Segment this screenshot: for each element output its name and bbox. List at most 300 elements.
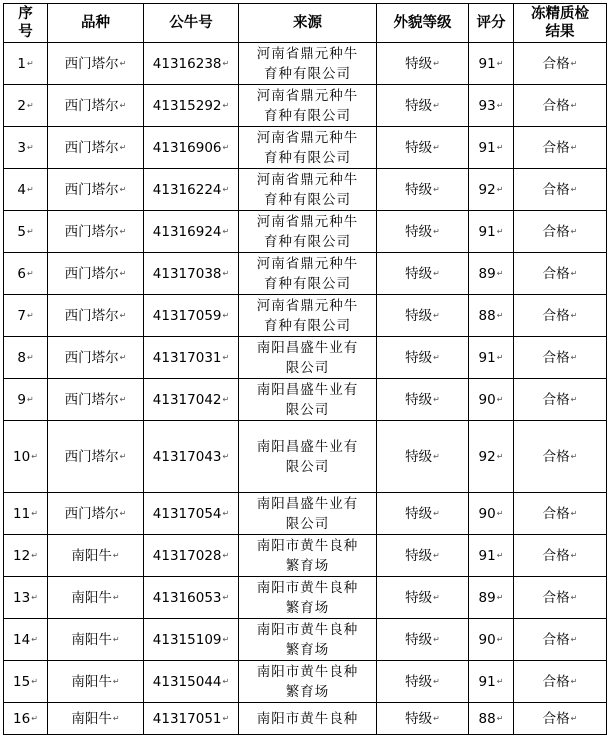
cell-result [514,253,607,295]
paragraph-mark-icon: ↵ [433,394,440,404]
cell-grade [377,295,469,337]
table-row [4,127,607,169]
cell-breed-text: 西门塔尔 [64,448,119,465]
source-line-2: 育种有限公司 [264,65,351,82]
cell-breed [48,577,144,619]
paragraph-mark-icon: ↵ [222,142,230,152]
cell-grade [377,337,469,379]
paragraph-mark-icon: ↵ [433,451,440,461]
cell-no [4,619,48,661]
cell-grade-text: 特级 [405,55,433,72]
source-line-1: 河南省鼎元种牛 [256,171,359,188]
paragraph-mark-icon: ↵ [433,676,440,686]
table-row [4,211,607,253]
cell-no-text: 14 [13,631,31,648]
cell-grade [377,127,469,169]
cell-bull-number-text: 41316053 [152,589,222,606]
paragraph-mark-icon: ↵ [496,394,504,404]
paragraph-mark-icon: ↵ [570,634,578,644]
header-no-line1: 序 [18,6,33,22]
cell-no [4,295,48,337]
paragraph-mark-icon: ↵ [496,310,504,320]
cell-result-text: 合格 [542,448,570,465]
cell-source [239,619,377,661]
cell-score [469,169,514,211]
cell-breed-text: 西门塔尔 [64,55,119,72]
paragraph-mark-icon: ↵ [222,58,230,68]
cell-breed [48,535,144,577]
paragraph-mark-icon: ↵ [433,592,440,602]
paragraph-mark-icon: ↵ [31,592,38,602]
cell-breed [48,127,144,169]
source-line-2: 育种有限公司 [264,149,351,166]
cell-source [239,211,377,253]
cell-bull-number-text: 41317028 [152,547,222,564]
cell-bull-number-text: 41316238 [152,55,222,72]
cell-bull-number [144,577,239,619]
paragraph-mark-icon: ↵ [222,226,230,236]
paragraph-mark-icon: ↵ [26,184,34,194]
source-line-1: 南阳市黄牛良种 [256,537,359,554]
paragraph-mark-icon: ↵ [496,100,504,110]
cell-bull-number-text: 41317054 [152,505,222,522]
cell-breed-text: 西门塔尔 [64,391,119,408]
source-line-2: 繁育场 [285,599,330,616]
cell-result-text: 合格 [542,589,570,606]
paragraph-mark-icon: ↵ [119,268,127,278]
cell-no-text: 7 [17,307,26,324]
table-row [4,43,607,85]
cell-result-text: 合格 [542,307,570,324]
cell-breed [48,43,144,85]
paragraph-mark-icon: ↵ [31,451,38,461]
cell-grade [377,703,469,735]
cell-no-text: 6 [17,265,26,282]
paragraph-mark-icon: ↵ [119,352,127,362]
source-line-2: 限公司 [285,458,330,475]
paragraph-mark-icon: ↵ [119,508,127,518]
source-line-1: 河南省鼎元种牛 [256,297,359,314]
paragraph-mark-icon: ↵ [119,142,127,152]
cell-bull-number-text: 41316906 [152,139,222,156]
paragraph-mark-icon: ↵ [31,508,38,518]
paragraph-mark-icon: ↵ [222,451,230,461]
paragraph-mark-icon: ↵ [26,226,34,236]
table-row [4,535,607,577]
cell-score-text: 91 [478,223,496,240]
cell-score [469,577,514,619]
cell-result [514,535,607,577]
cell-grade [377,253,469,295]
cell-grade [377,43,469,85]
cell-grade-text: 特级 [405,139,433,156]
cell-score [469,85,514,127]
cell-bull-number [144,661,239,703]
paragraph-mark-icon: ↵ [26,394,34,404]
paragraph-mark-icon: ↵ [570,352,578,362]
cell-score-text: 90 [478,505,496,522]
cell-no-text: 12 [13,547,31,564]
cell-score [469,295,514,337]
cell-bull-number-text: 41315109 [152,631,222,648]
cell-breed [48,85,144,127]
cell-result [514,619,607,661]
cell-source [239,337,377,379]
cell-breed [48,379,144,421]
paragraph-mark-icon: ↵ [496,508,504,518]
paragraph-mark-icon: ↵ [26,58,34,68]
cell-breed-text: 南阳牛 [71,631,112,648]
paragraph-mark-icon: ↵ [570,310,578,320]
cell-grade [377,493,469,535]
cell-result-text: 合格 [542,391,570,408]
cell-no [4,379,48,421]
cell-breed [48,295,144,337]
paragraph-mark-icon: ↵ [570,550,578,560]
source-line-1: 南阳昌盛牛业有 [256,438,359,455]
paragraph-mark-icon: ↵ [496,550,504,560]
paragraph-mark-icon: ↵ [112,592,120,602]
cell-score [469,661,514,703]
cell-score [469,211,514,253]
cell-grade-text: 特级 [405,631,433,648]
paragraph-mark-icon: ↵ [222,184,230,194]
source-line-1: 河南省鼎元种牛 [256,129,359,146]
cell-grade [377,535,469,577]
paragraph-mark-icon: ↵ [570,713,578,723]
cell-breed-text: 西门塔尔 [64,307,119,324]
cell-breed-text: 西门塔尔 [64,223,119,240]
source-line-1: 南阳昌盛牛业有 [256,495,359,512]
paragraph-mark-icon: ↵ [570,100,578,110]
cell-breed-text: 西门塔尔 [64,265,119,282]
cell-breed [48,337,144,379]
cell-bull-number [144,211,239,253]
cell-result [514,421,607,493]
cell-score [469,127,514,169]
cell-grade-text: 特级 [405,223,433,240]
table-body [4,43,607,735]
cell-source [239,421,377,493]
cell-bull-number [144,535,239,577]
cell-score [469,253,514,295]
cell-source [239,379,377,421]
table-row [4,421,607,493]
table-row [4,619,607,661]
paragraph-mark-icon: ↵ [112,676,120,686]
cell-bull-number [144,493,239,535]
paragraph-mark-icon: ↵ [26,310,34,320]
cell-source [239,43,377,85]
source-line-2: 繁育场 [285,641,330,658]
cell-no [4,337,48,379]
cell-bull-number [144,295,239,337]
cell-score [469,379,514,421]
paragraph-mark-icon: ↵ [433,352,440,362]
cell-source [239,85,377,127]
cell-grade [377,577,469,619]
table-row [4,337,607,379]
cell-breed [48,211,144,253]
source-line-2: 限公司 [285,515,330,532]
table-row [4,253,607,295]
cell-grade-text: 特级 [405,265,433,282]
cell-no-text: 15 [13,673,31,690]
source-line-1: 河南省鼎元种牛 [256,213,359,230]
cell-score-text: 91 [478,349,496,366]
cell-source [239,535,377,577]
cell-bull-number [144,85,239,127]
cell-grade [377,421,469,493]
cell-result [514,379,607,421]
paragraph-mark-icon: ↵ [570,184,578,194]
cell-no-text: 8 [17,349,26,366]
cell-result-text: 合格 [542,547,570,564]
cell-source [239,577,377,619]
cell-grade-text: 特级 [405,181,433,198]
paragraph-mark-icon: ↵ [570,451,578,461]
paragraph-mark-icon: ↵ [496,58,504,68]
source-line-1: 南阳市黄牛良种 [256,579,359,596]
cell-source [239,493,377,535]
paragraph-mark-icon: ↵ [433,58,440,68]
cell-no [4,535,48,577]
cell-grade [377,211,469,253]
cell-result-text: 合格 [542,505,570,522]
cell-result [514,211,607,253]
cell-bull-number-text: 41317031 [152,349,222,366]
cell-result [514,169,607,211]
paragraph-mark-icon: ↵ [119,310,127,320]
header-check-line1: 冻精质检 [531,6,589,22]
paragraph-mark-icon: ↵ [26,142,34,152]
cell-no [4,253,48,295]
paragraph-mark-icon: ↵ [119,184,127,194]
cell-bull-number-text: 41317043 [152,448,222,465]
table-row [4,169,607,211]
cell-result-text: 合格 [542,349,570,366]
source-line-2: 繁育场 [285,683,330,700]
source-line-1: 南阳市黄牛良种 [256,663,359,680]
paragraph-mark-icon: ↵ [222,592,230,602]
cell-breed-text: 南阳牛 [71,589,112,606]
paragraph-mark-icon: ↵ [570,58,578,68]
paragraph-mark-icon: ↵ [433,226,440,236]
source-line-1: 河南省鼎元种牛 [256,255,359,272]
cell-no [4,703,48,735]
cell-result-text: 合格 [542,181,570,198]
cell-result-text: 合格 [542,710,570,727]
paragraph-mark-icon: ↵ [222,550,230,560]
paragraph-mark-icon: ↵ [222,676,230,686]
source-line-1: 南阳市黄牛良种 [256,621,359,638]
cell-grade-text: 特级 [405,349,433,366]
paragraph-mark-icon: ↵ [119,226,127,236]
header-quality-check [514,4,607,43]
cell-breed [48,619,144,661]
cell-result [514,43,607,85]
cell-no [4,577,48,619]
cell-bull-number-text: 41317059 [152,307,222,324]
source-line-2: 育种有限公司 [264,233,351,250]
cell-result [514,493,607,535]
cell-no [4,493,48,535]
paragraph-mark-icon: ↵ [433,142,440,152]
cell-score-text: 88 [478,307,496,324]
paragraph-mark-icon: ↵ [496,142,504,152]
paragraph-mark-icon: ↵ [222,508,230,518]
cell-no [4,169,48,211]
cell-breed [48,661,144,703]
cell-breed-text: 南阳牛 [71,710,112,727]
paragraph-mark-icon: ↵ [112,713,120,723]
cell-score [469,421,514,493]
source-line-2: 繁育场 [285,557,330,574]
table-row [4,379,607,421]
paragraph-mark-icon: ↵ [26,352,34,362]
cell-breed-text: 西门塔尔 [64,139,119,156]
cell-score [469,337,514,379]
paragraph-mark-icon: ↵ [570,676,578,686]
cell-no [4,421,48,493]
cell-breed-text: 西门塔尔 [64,505,119,522]
cell-result [514,703,607,735]
paragraph-mark-icon: ↵ [570,394,578,404]
cell-result [514,127,607,169]
header-bull-number: 公牛号 [144,4,239,43]
paragraph-mark-icon: ↵ [222,713,230,723]
paragraph-mark-icon: ↵ [433,310,440,320]
table-row [4,661,607,703]
cell-breed-text: 西门塔尔 [64,349,119,366]
cell-breed [48,169,144,211]
cell-grade-text: 特级 [405,97,433,114]
cell-grade [377,85,469,127]
cell-score-text: 90 [478,631,496,648]
header-no [4,4,48,43]
source-line-1: 河南省鼎元种牛 [256,45,359,62]
cell-source [239,169,377,211]
cell-score [469,43,514,85]
cell-no [4,661,48,703]
paragraph-mark-icon: ↵ [222,634,230,644]
table-row [4,703,607,735]
header-check-line2: 结果 [545,24,575,40]
source-line-2: 育种有限公司 [264,317,351,334]
cell-score-text: 91 [478,55,496,72]
paragraph-mark-icon: ↵ [496,592,504,602]
cell-no [4,211,48,253]
cell-result [514,577,607,619]
cell-source [239,295,377,337]
cell-bull-number [144,703,239,735]
paragraph-mark-icon: ↵ [433,100,440,110]
cell-result-text: 合格 [542,223,570,240]
cell-breed [48,703,144,735]
cell-score-text: 90 [478,391,496,408]
paragraph-mark-icon: ↵ [26,100,34,110]
cell-no-text: 1 [17,55,26,72]
cell-grade-text: 特级 [405,710,433,727]
cell-score-text: 89 [478,265,496,282]
cell-bull-number-text: 41315292 [152,97,222,114]
header-source: 来源 [239,4,377,43]
cell-result [514,85,607,127]
paragraph-mark-icon: ↵ [433,184,440,194]
cell-result-text: 合格 [542,673,570,690]
table-row [4,85,607,127]
paragraph-mark-icon: ↵ [433,550,440,560]
cell-no-text: 9 [17,391,26,408]
paragraph-mark-icon: ↵ [496,713,504,723]
cell-score-text: 91 [478,139,496,156]
cell-grade-text: 特级 [405,547,433,564]
paragraph-mark-icon: ↵ [570,508,578,518]
source-line-2: 限公司 [285,359,330,376]
cell-grade-text: 特级 [405,673,433,690]
paragraph-mark-icon: ↵ [222,310,230,320]
source-line-1: 南阳昌盛牛业有 [256,381,359,398]
cell-no [4,43,48,85]
source-line-2: 育种有限公司 [264,107,351,124]
paragraph-mark-icon: ↵ [433,634,440,644]
cell-breed [48,493,144,535]
paragraph-mark-icon: ↵ [31,550,38,560]
cell-no [4,85,48,127]
source-line-2: 育种有限公司 [264,275,351,292]
paragraph-mark-icon: ↵ [31,634,38,644]
cell-breed-text: 西门塔尔 [64,97,119,114]
paragraph-mark-icon: ↵ [570,226,578,236]
cell-bull-number [144,169,239,211]
cell-bull-number [144,421,239,493]
cell-no [4,127,48,169]
cell-result-text: 合格 [542,265,570,282]
paragraph-mark-icon: ↵ [570,592,578,602]
header-grade: 外貌等级 [377,4,469,43]
cell-result [514,661,607,703]
header-no-line2: 号 [18,24,33,40]
cell-score-text: 88 [478,710,496,727]
cell-source [239,661,377,703]
paragraph-mark-icon: ↵ [222,394,230,404]
cell-score-text: 93 [478,97,496,114]
cell-breed-text: 南阳牛 [71,547,112,564]
source-line-1: 河南省鼎元种牛 [256,87,359,104]
cell-breed-text: 南阳牛 [71,673,112,690]
paragraph-mark-icon: ↵ [496,268,504,278]
paragraph-mark-icon: ↵ [496,451,504,461]
header-row [4,4,607,43]
paragraph-mark-icon: ↵ [496,676,504,686]
cell-grade-text: 特级 [405,391,433,408]
table-row [4,493,607,535]
cell-grade-text: 特级 [405,448,433,465]
paragraph-mark-icon: ↵ [496,634,504,644]
cell-bull-number [144,253,239,295]
cell-bull-number-text: 41315044 [152,673,222,690]
cell-grade [377,661,469,703]
cell-score [469,703,514,735]
cell-bull-number [144,43,239,85]
source-line-2: 限公司 [285,401,330,418]
paragraph-mark-icon: ↵ [222,100,230,110]
cell-score-text: 92 [478,181,496,198]
cell-result-text: 合格 [542,97,570,114]
cell-source [239,253,377,295]
cell-bull-number-text: 41316924 [152,223,222,240]
paragraph-mark-icon: ↵ [222,268,230,278]
